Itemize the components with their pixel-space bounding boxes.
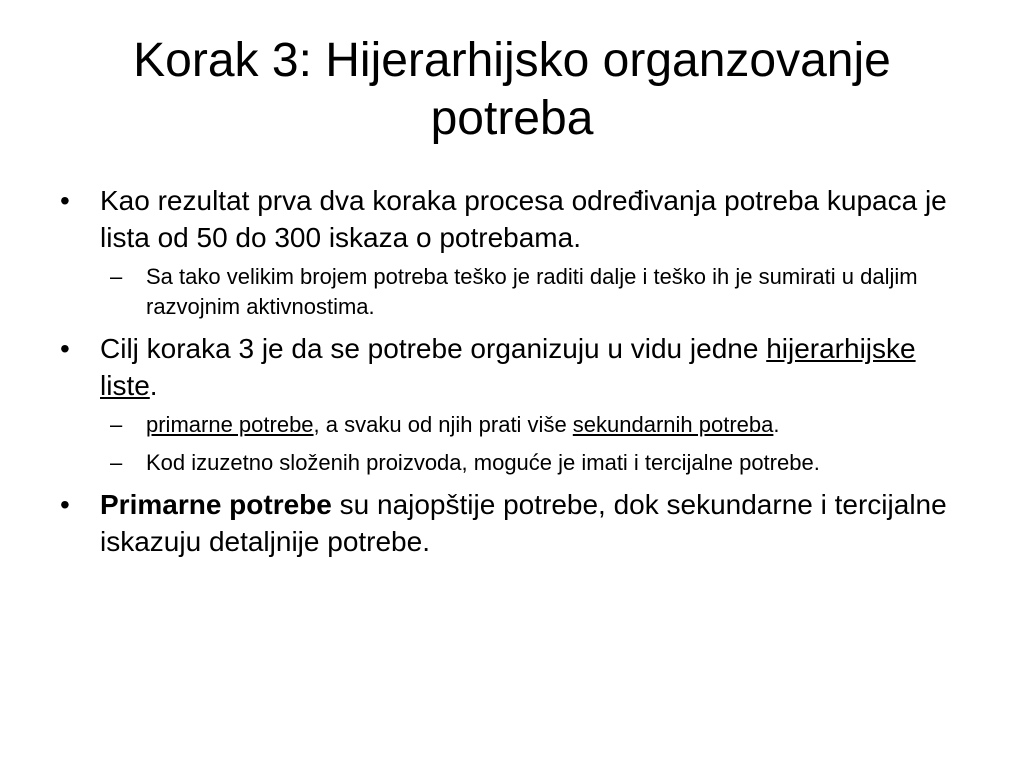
bullet-item-2-text: Cilj koraka 3 je da se potrebe organizuju u vidu jedne [100,333,767,364]
bullet-icon: • [60,489,70,520]
slide-body [60,182,970,566]
bullet-item-3-bold: Primarne potrebe [100,489,332,520]
bullet-icon: • [60,333,70,364]
bullet-item-1 [60,182,970,256]
slide-title-line-1: Korak 3: Hijerarhijsko organzovanje [133,34,891,87]
dash-icon: – [110,412,123,437]
hijerarhijske-liste-term: hijerarhijske liste [100,333,916,401]
dash-icon: – [110,264,123,289]
bullet-item-3 [60,486,970,560]
bullet-item-2 [60,330,970,404]
sub-item-2-2 [106,448,970,478]
sub-item-2-1-text: , a svaku od njih prati više [313,412,573,437]
sub-item-2-2-text: Kod izuzetno složenih proizvoda, moguće je imati i tercijalne potrebe. [146,450,820,475]
primarne-potrebe-term: primarne potrebe [146,412,314,437]
bullet-icon: • [60,185,70,216]
bullet-item-2-end: . [149,370,158,401]
dash-icon: – [110,450,123,475]
sekundarnih-potreba-term: sekundarnih potreba [572,412,774,437]
bullet-item-1-text: Kao rezultat prva dva koraka procesa određivanja potreba kupaca je lista od 50 do 300 iskaza o potrebama. [100,185,947,253]
sub-item-1-1-text: Sa tako velikim brojem potreba teško je raditi dalje i teško ih je sumirati u daljim razvojnim aktivnostima. [146,264,918,319]
sub-item-2-1-end: . [773,412,780,437]
sub-item-2-1 [106,410,970,440]
bullet-item-3-text: su najopštije potrebe, dok sekundarne i tercijalne iskazuju detaljnije potrebe. [100,489,947,557]
slide-title-line-2: potreba [430,92,594,145]
sub-item-1-1 [106,262,970,322]
slide-title [40,32,984,148]
